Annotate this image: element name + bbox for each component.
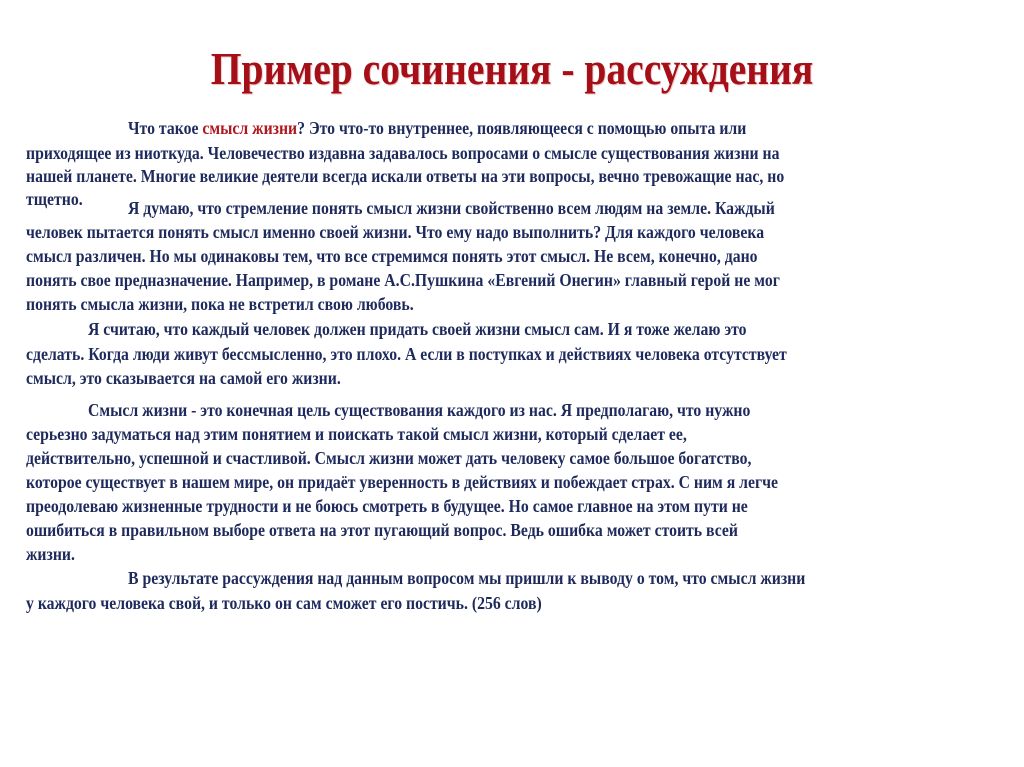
text-line: Я думаю, что стремление понять смысл жизни свойственно всем людям на земле. Каждый (128, 198, 775, 218)
highlighted-term: смысл жизни (202, 118, 298, 138)
text-line: которое существует в нашем мире, он придаёт уверенность в действиях и побеждает страх. С ним я легче (26, 472, 779, 492)
text-line: приходящее из ниоткуда. Человечество издавна задавалось вопросами о смысле существования жизни на (26, 143, 780, 163)
text-line: смысл различен. Но мы одинаковы тем, что все стремимся понять этот смысл. Не всем, конечно, дано (26, 246, 758, 266)
text-line: понять смысла жизни, пока не встретил свою любовь. (26, 294, 414, 314)
text-line: человек пытается понять смысл именно своей жизни. Что ему надо выполнить? Для каждого человека (26, 222, 765, 242)
text-line: В результате рассуждения над данным вопросом мы пришли к выводу о том, что смысл жизни (128, 568, 806, 588)
text: ? Это что-то внутреннее, появляющееся с помощью опыта или (297, 118, 747, 138)
text-line: у каждого человека свой, и только он сам сможет его постичь. (256 слов) (26, 593, 542, 613)
text-line: понять свое предназначение. Например, в романе А.С.Пушкина «Евгений Онегин» главный герой не мог (26, 270, 780, 290)
text-line: серьезно задуматься над этим понятием и поискать такой смысл жизни, который сделает ее, (26, 424, 687, 444)
text: Что такое (128, 118, 203, 138)
text-line (128, 118, 746, 138)
text-line: жизни. (26, 544, 75, 564)
text-line: Смысл жизни - это конечная цель существования каждого из нас. Я предполагаю, что нужно (88, 400, 751, 420)
text-line: тщетно. (26, 189, 83, 209)
text-line: преодолеваю жизненные трудности и не боюсь смотреть в будущее. Но самое главное на этом пути не (26, 496, 748, 516)
text-line: смысл, это сказывается на самой его жизни. (26, 368, 341, 388)
slide-title: Пример сочинения - рассуждения (210, 43, 814, 94)
text-line: ошибиться в правильном выборе ответа на этот пугающий вопрос. Ведь ошибка может стоить всей (26, 520, 738, 540)
text-line: Я считаю, что каждый человек должен придать своей жизни смысл сам. И я тоже желаю это (88, 319, 747, 339)
text-line: действительно, успешной и счастливой. Смысл жизни может дать человеку самое большое богатство, (26, 448, 752, 468)
text-line: сделать. Когда люди живут бессмысленно, это плохо. А если в поступках и действиях человека отсутствует (26, 344, 787, 364)
text-line: нашей планете. Многие великие деятели всегда искали ответы на эти вопросы, вечно тревожащие нас, но (26, 166, 785, 186)
